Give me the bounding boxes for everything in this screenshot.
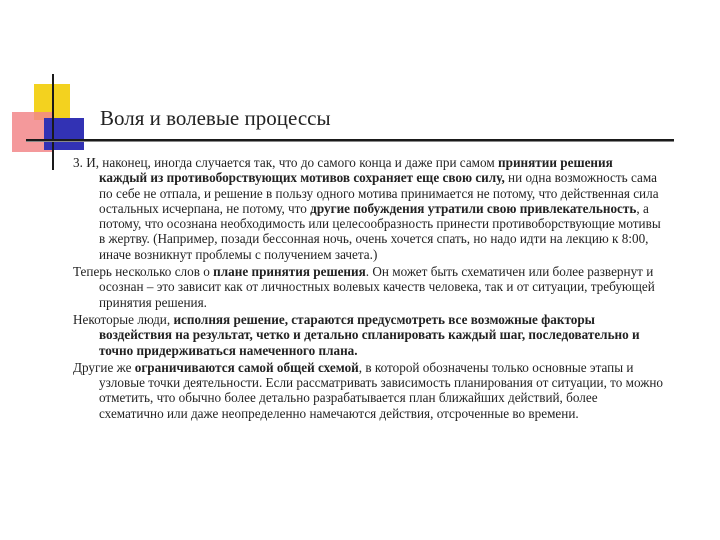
slide-body <box>73 155 663 423</box>
text: Некоторые люди, <box>73 311 174 327</box>
text: . Он может быть схематичен или более развернут и осознан – это зависит как от личностных волевых качеств человека, так и от ситуации, требующей принятия решения. <box>99 264 655 310</box>
decor-blue-square <box>44 118 84 150</box>
text: Теперь несколько слов о <box>73 264 214 280</box>
title-underline-shadow <box>26 141 674 142</box>
bold-text: другие побуждения утратили свою привлекательность <box>310 200 637 216</box>
text: 3. И, наконец, иногда случается так, что до самого конца и даже при самом <box>73 155 499 170</box>
decor-vertical-line <box>52 74 54 170</box>
text: , в которой обозначены только основные этапы и узловые точки деятельности. Если рассматривать зависимость планирования от ситуации, то можно отметить, что обычно более детально разрабатывается план ближайших действий, более схематично или даже неопределенно намечаются действия, отсроченные во времени. <box>99 359 664 421</box>
text: Другие же <box>73 359 135 375</box>
bold-text: исполняя решение, стараются предусмотреть все возможные факторы воздействия на результат, четко и детально спланировать каждый шаг, последовательно и точно придерживаться намеченного плана. <box>99 311 640 358</box>
slide-title: Воля и волевые процессы <box>100 106 331 130</box>
paragraph <box>73 264 663 310</box>
bold-text: плане принятия решения <box>213 264 366 280</box>
paragraph <box>73 360 663 421</box>
bold-text: ограничиваются самой общей схемой <box>134 359 359 375</box>
text: , а потому, что осознана необходимость или целесообразность принести противоборствующие мотивы в жертву. (Например, позади бессонная ночь, очень хочется спать, но надо идти на лекцию к 8:00, иначе возникнут проблемы с получением зачета.) <box>99 200 661 262</box>
paragraph <box>73 312 663 358</box>
text: ни одна возможность сама по себе не отпала, и решение в пользу одного мотива принимается не потому, что действенная сила остальных исчерпана, не потому, что <box>99 170 659 216</box>
paragraph <box>73 155 663 262</box>
bold-text: принятии решения каждый из противоборствующих мотивов сохраняет еще свою силу, <box>99 155 613 186</box>
